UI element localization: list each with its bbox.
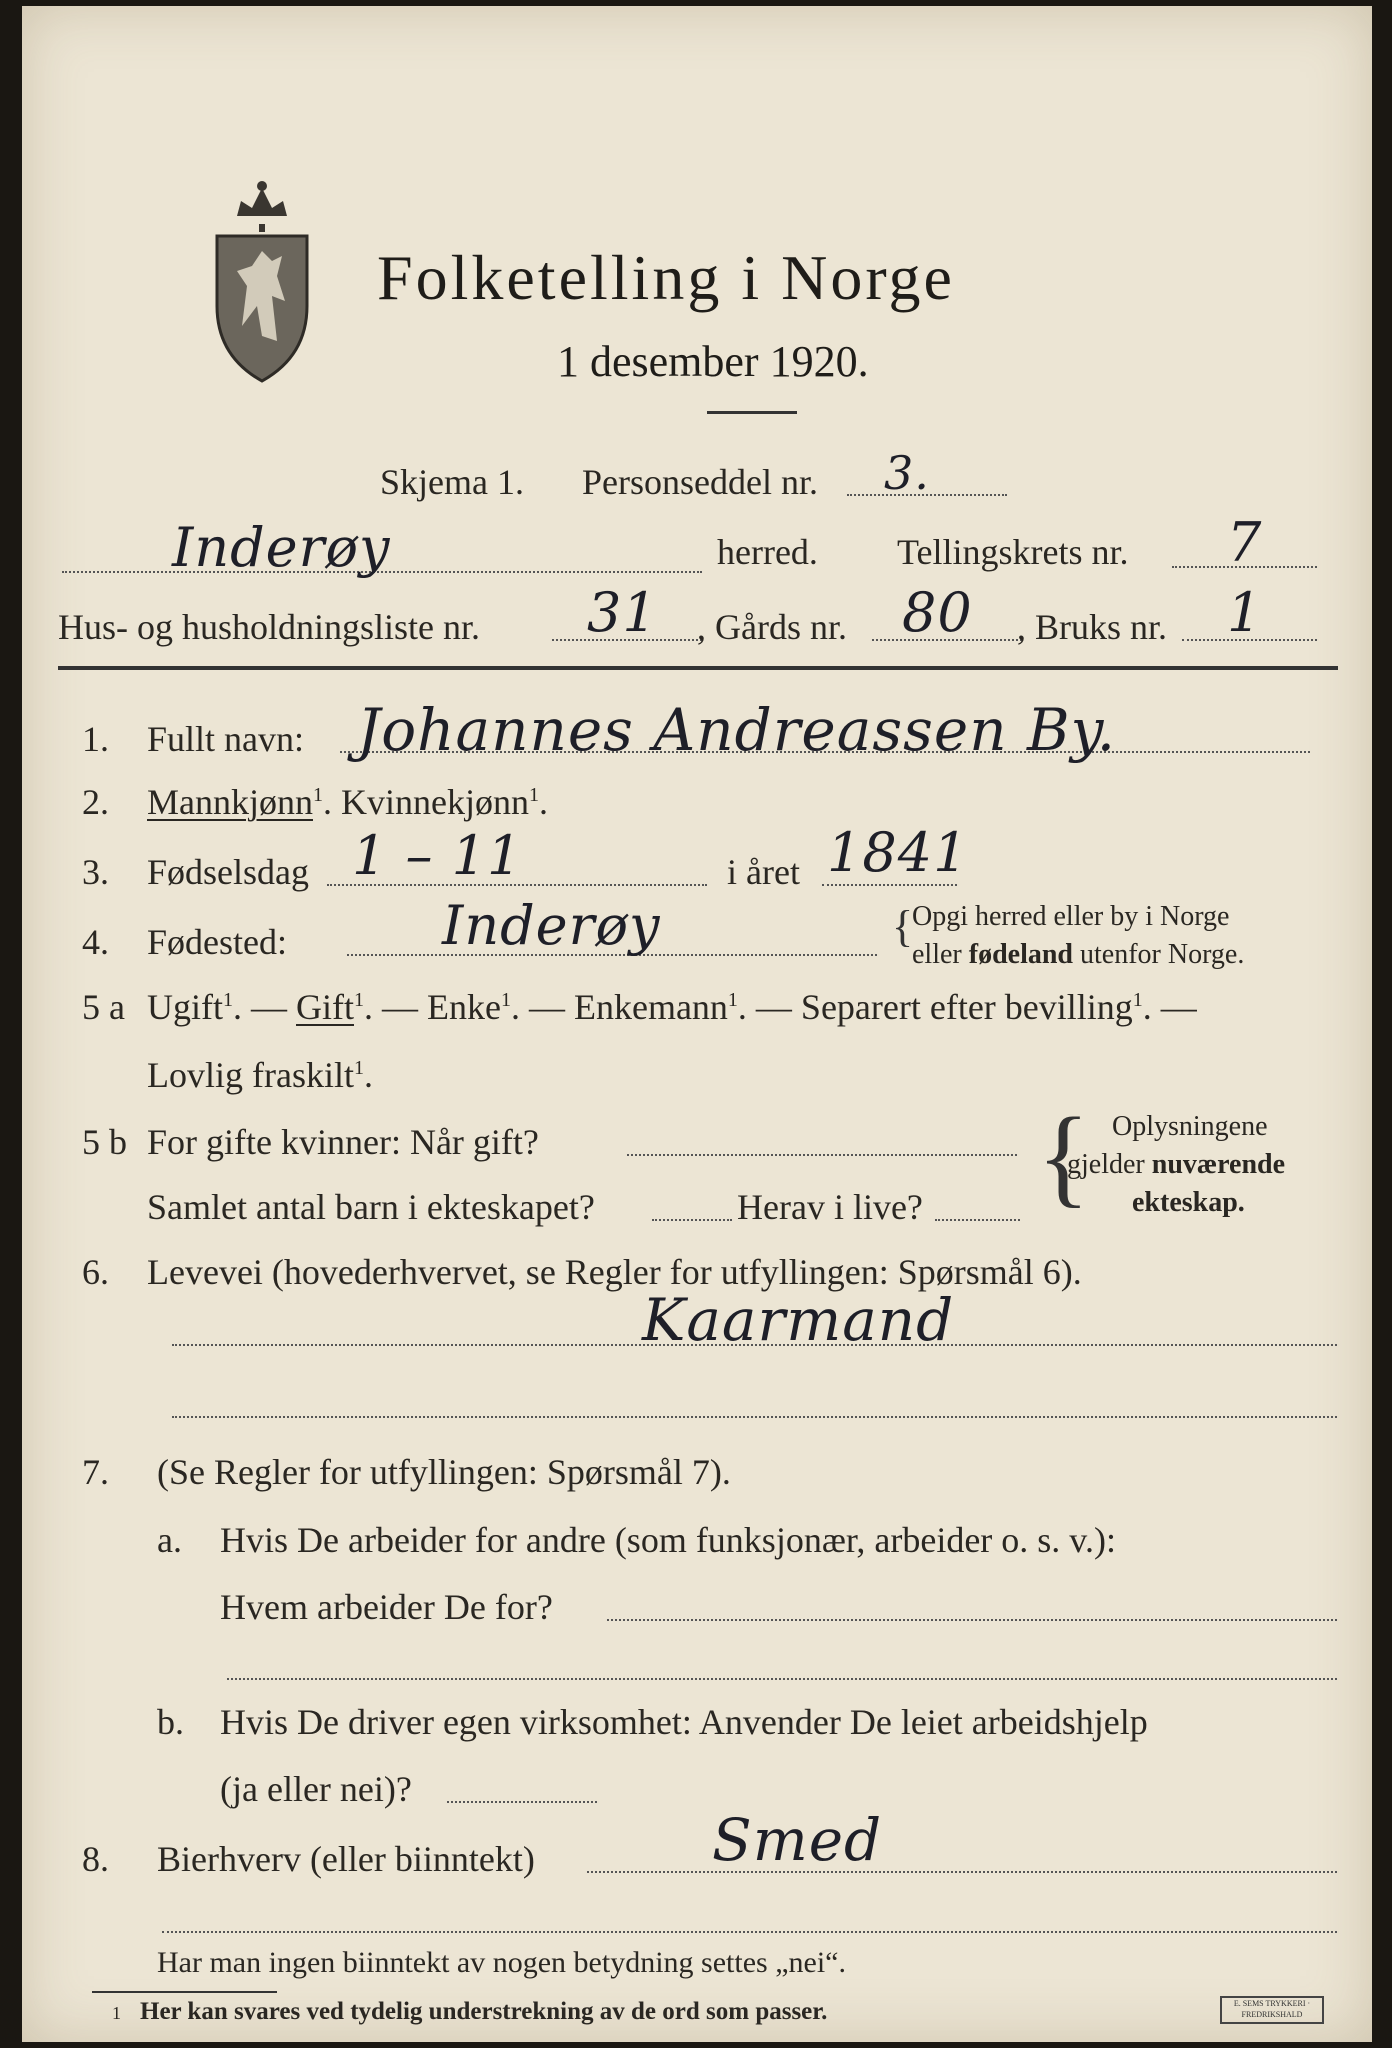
- full-name-value[interactable]: Johannes Andreassen By.: [357, 696, 1117, 764]
- occupation-value[interactable]: Kaarmand: [642, 1286, 955, 1354]
- option-ugift[interactable]: Ugift: [147, 987, 223, 1027]
- q1-label: Fullt navn:: [147, 719, 305, 759]
- birthplace-value[interactable]: Inderøy: [442, 894, 661, 957]
- q7a-line-1: [607, 1619, 1337, 1621]
- bruks-value[interactable]: 1: [1227, 581, 1263, 644]
- header-rule: [58, 666, 1338, 670]
- q5b-note-3: ekteskap.: [1132, 1187, 1245, 1218]
- q5b-number: 5 b: [82, 1122, 127, 1162]
- printer-stamp: E. SEMS TRYKKERI · FREDRIKSHALD: [1220, 1996, 1324, 2024]
- q5a-number: 5 a: [82, 987, 125, 1027]
- q1-number: 1.: [82, 719, 109, 759]
- personseddel-value[interactable]: 3.: [884, 446, 930, 500]
- personseddel-label: Personseddel nr.: [582, 462, 818, 502]
- q5a-options: Ugift$^1$. — Gift$^1$. — Enke$^1$. — Enkemann$^1$. — Separert efter bevilling$^1$. —: [147, 987, 1197, 1027]
- q7b-label: Hvis De driver egen virksomhet: Anvender De leiet arbeidshjelp: [220, 1702, 1148, 1742]
- footnote-rule: [92, 1991, 277, 1993]
- census-form-page: [22, 6, 1372, 2042]
- q5b-brace: {: [1037, 1095, 1090, 1217]
- herred-value[interactable]: Inderøy: [172, 516, 391, 579]
- footnote-number: 1: [112, 2003, 121, 2023]
- form-title: Folketelling i Norge: [377, 242, 955, 313]
- q8-label: Bierhverv (eller biinntekt): [157, 1839, 535, 1879]
- option-mannkjonn[interactable]: Mannkjønn: [147, 782, 313, 822]
- q7b-letter: b.: [157, 1702, 184, 1742]
- q8-number: 8.: [82, 1839, 109, 1879]
- q7a-label: Hvis De arbeider for andre (som funksjonær, arbeider o. s. v.):: [220, 1520, 1116, 1560]
- q5b-note-2: gjelder nuværende: [1067, 1149, 1286, 1180]
- q7a-line-2: [227, 1678, 1337, 1680]
- footnote-text: Her kan svares ved tydelig understrekning av de ord som passer.: [140, 1998, 828, 2025]
- option-fraskilt[interactable]: Lovlig fraskilt: [147, 1055, 354, 1095]
- birth-year-value[interactable]: 1841: [827, 821, 969, 884]
- q6-label: Levevei (hovederhvervet, se Regler for utfyllingen: Spørsmål 6).: [147, 1252, 1082, 1292]
- q3-number: 3.: [82, 852, 109, 892]
- q7b-sub-label: (ja eller nei)?: [220, 1769, 412, 1809]
- q4-note-2: eller fødeland utenfor Norge.: [912, 939, 1245, 970]
- q4-note-1: Opgi herred eller by i Norge: [912, 901, 1230, 932]
- gards-value[interactable]: 80: [902, 581, 973, 644]
- option-gift[interactable]: Gift: [296, 987, 354, 1027]
- q6-number: 6.: [82, 1252, 109, 1292]
- side-occupation-value[interactable]: Smed: [712, 1806, 883, 1874]
- husholdningsliste-value[interactable]: 31: [587, 581, 658, 644]
- q4-label: Fødested:: [147, 922, 287, 962]
- skjema-label: Skjema 1.: [380, 462, 524, 502]
- q3-year-line: [822, 884, 957, 886]
- q5b-note-1: Oplysningene: [1112, 1111, 1268, 1142]
- option-enke[interactable]: Enke: [427, 987, 501, 1027]
- q4-brace: {: [892, 902, 914, 951]
- gards-label: , Gårds nr.: [697, 607, 847, 647]
- q8-line-1: [587, 1871, 1337, 1873]
- q4-number: 4.: [82, 922, 109, 962]
- title-divider: [707, 411, 797, 414]
- q7a-letter: a.: [157, 1520, 182, 1560]
- q5b-married-line: [627, 1154, 1017, 1156]
- q7a-sub-label: Hvem arbeider De for?: [220, 1587, 553, 1627]
- herred-label: herred.: [717, 532, 818, 572]
- q3-label: Fødselsdag: [147, 852, 309, 892]
- tellingskrets-value[interactable]: 7: [1227, 511, 1263, 574]
- tellingskrets-label: Tellingskrets nr.: [897, 532, 1129, 572]
- husholdningsliste-label: Hus- og husholdningsliste nr.: [58, 607, 481, 647]
- q5b-label: For gifte kvinner: Når gift?: [147, 1122, 539, 1162]
- q2-sex-options: Mannkjønn$^1$. Kvinnekjønn$^1$.: [147, 782, 548, 822]
- q2-number: 2.: [82, 782, 109, 822]
- q5b-herav-line: [935, 1219, 1020, 1221]
- q5b-herav-label: Herav i live?: [737, 1187, 923, 1227]
- q8-line-2: [162, 1931, 1337, 1933]
- bruks-label: , Bruks nr.: [1017, 607, 1168, 647]
- q7-number: 7.: [82, 1452, 109, 1492]
- q7b-line: [447, 1801, 597, 1803]
- option-kvinnekjonn[interactable]: Kvinnekjønn: [341, 782, 529, 822]
- form-date: 1 desember 1920.: [557, 337, 869, 386]
- q5b-barn-line: [652, 1219, 732, 1221]
- option-enkemann[interactable]: Enkemann: [573, 987, 728, 1027]
- q6-line-2: [172, 1416, 1337, 1418]
- q7-label: (Se Regler for utfyllingen: Spørsmål 7).: [157, 1452, 731, 1492]
- option-separert[interactable]: Separert efter bevilling: [800, 987, 1133, 1027]
- q5a-options-cont: Lovlig fraskilt$^1$.: [147, 1055, 373, 1095]
- footer-note: Har man ingen biinntekt av nogen betydning settes „nei“.: [157, 1946, 846, 1979]
- q5b-barn-label: Samlet antal barn i ekteskapet?: [147, 1187, 595, 1227]
- q3-year-label: i året: [727, 852, 800, 892]
- birthdate-value[interactable]: 1 – 11: [352, 824, 523, 887]
- norway-coat-of-arms-icon: [207, 176, 317, 386]
